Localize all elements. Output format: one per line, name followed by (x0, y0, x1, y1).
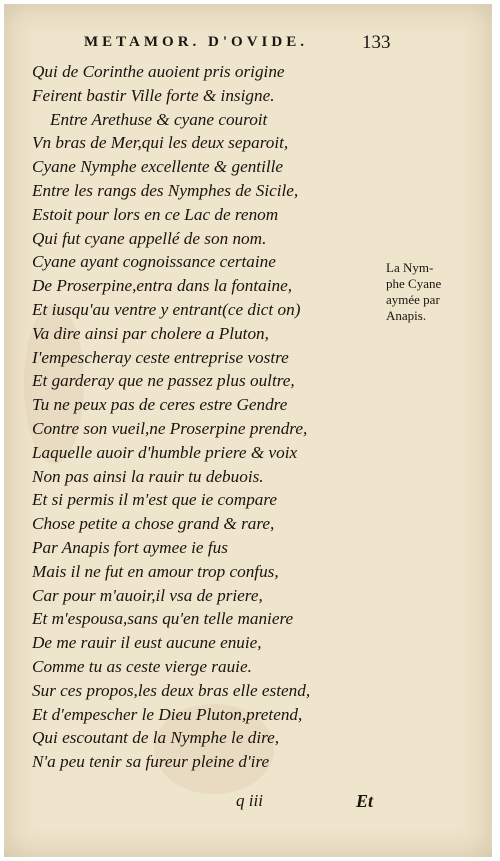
verse-line: Laquelle auoir d'humble priere & voix (32, 442, 298, 462)
verse-line: Vn bras de Mer,qui les deux separoit, (32, 133, 289, 153)
verse-line: Et iusqu'au ventre y entrant(ce dict on) (32, 299, 301, 319)
verse-line: Sur ces propos,les deux bras elle estend, (32, 680, 311, 700)
verse-line: Contre son vueil,ne Proserpine prendre, (32, 418, 308, 438)
verse-line: Et d'empescher le Dieu Pluton,pretend, (32, 704, 303, 724)
verse-line: Qui fut cyane appellé de son nom. (32, 228, 267, 248)
verse-line: Mais il ne fut en amour trop confus, (32, 561, 279, 581)
verse-line: Feirent bastir Ville forte & insigne. (32, 85, 275, 105)
verse-line: Car pour m'auoir,il vsa de priere, (32, 585, 263, 605)
verse-line: Entre les rangs des Nymphes de Sicile, (32, 180, 299, 200)
verse-line: Va dire ainsi par cholere a Pluton, (32, 323, 269, 343)
verse-line: Estoit pour lors en ce Lac de renom (32, 204, 279, 224)
verse-line: De Proserpine,entra dans la fontaine, (32, 276, 293, 296)
verse-line: Qui escoutant de la Nymphe le dire, (32, 728, 280, 748)
verse-line: Comme tu as ceste vierge rauie. (32, 656, 252, 676)
page-number: 133 (362, 32, 391, 53)
margin-note-line: Anapis. (386, 308, 427, 323)
margin-note-line: La Nym- (386, 260, 434, 275)
verse-text (32, 60, 310, 774)
verse-line: Qui de Corinthe auoient pris origine (32, 62, 285, 81)
verse-line: Et m'espousa,sans qu'en telle maniere (32, 609, 294, 629)
verse-line: N'a peu tenir sa fureur pleine d'ire (32, 752, 270, 772)
verse-line: Cyane Nymphe excellente & gentille (32, 157, 284, 177)
signature-mark: q iii (236, 791, 263, 810)
verse-line: Chose petite a chose grand & rare, (32, 514, 275, 534)
book-page (4, 4, 492, 857)
margin-note-line: phe Cyane (386, 276, 442, 291)
margin-note-line: aymée par (386, 292, 440, 307)
verse-line: Et garderay que ne passez plus oultre, (32, 371, 295, 391)
verse-line: I'empescheray ceste entreprise vostre (32, 347, 289, 367)
verse-line: Et si permis il m'est que ie compare (32, 490, 278, 510)
verse-line: Non pas ainsi la rauir tu debuois. (32, 466, 264, 486)
verse-line: De me rauir il eust aucune enuie, (32, 633, 262, 653)
running-title: METAMOR. D'OVIDE. (84, 34, 308, 50)
verse-line: Tu ne peux pas de ceres estre Gendre (32, 395, 288, 415)
catchword: Et (356, 791, 374, 811)
verse-line: Cyane ayant cognoissance certaine (32, 252, 276, 272)
margin-note (386, 260, 476, 324)
verse-line: Entre Arethuse & cyane couroit (50, 109, 268, 129)
verse-line: Par Anapis fort aymee ie fus (32, 537, 228, 557)
